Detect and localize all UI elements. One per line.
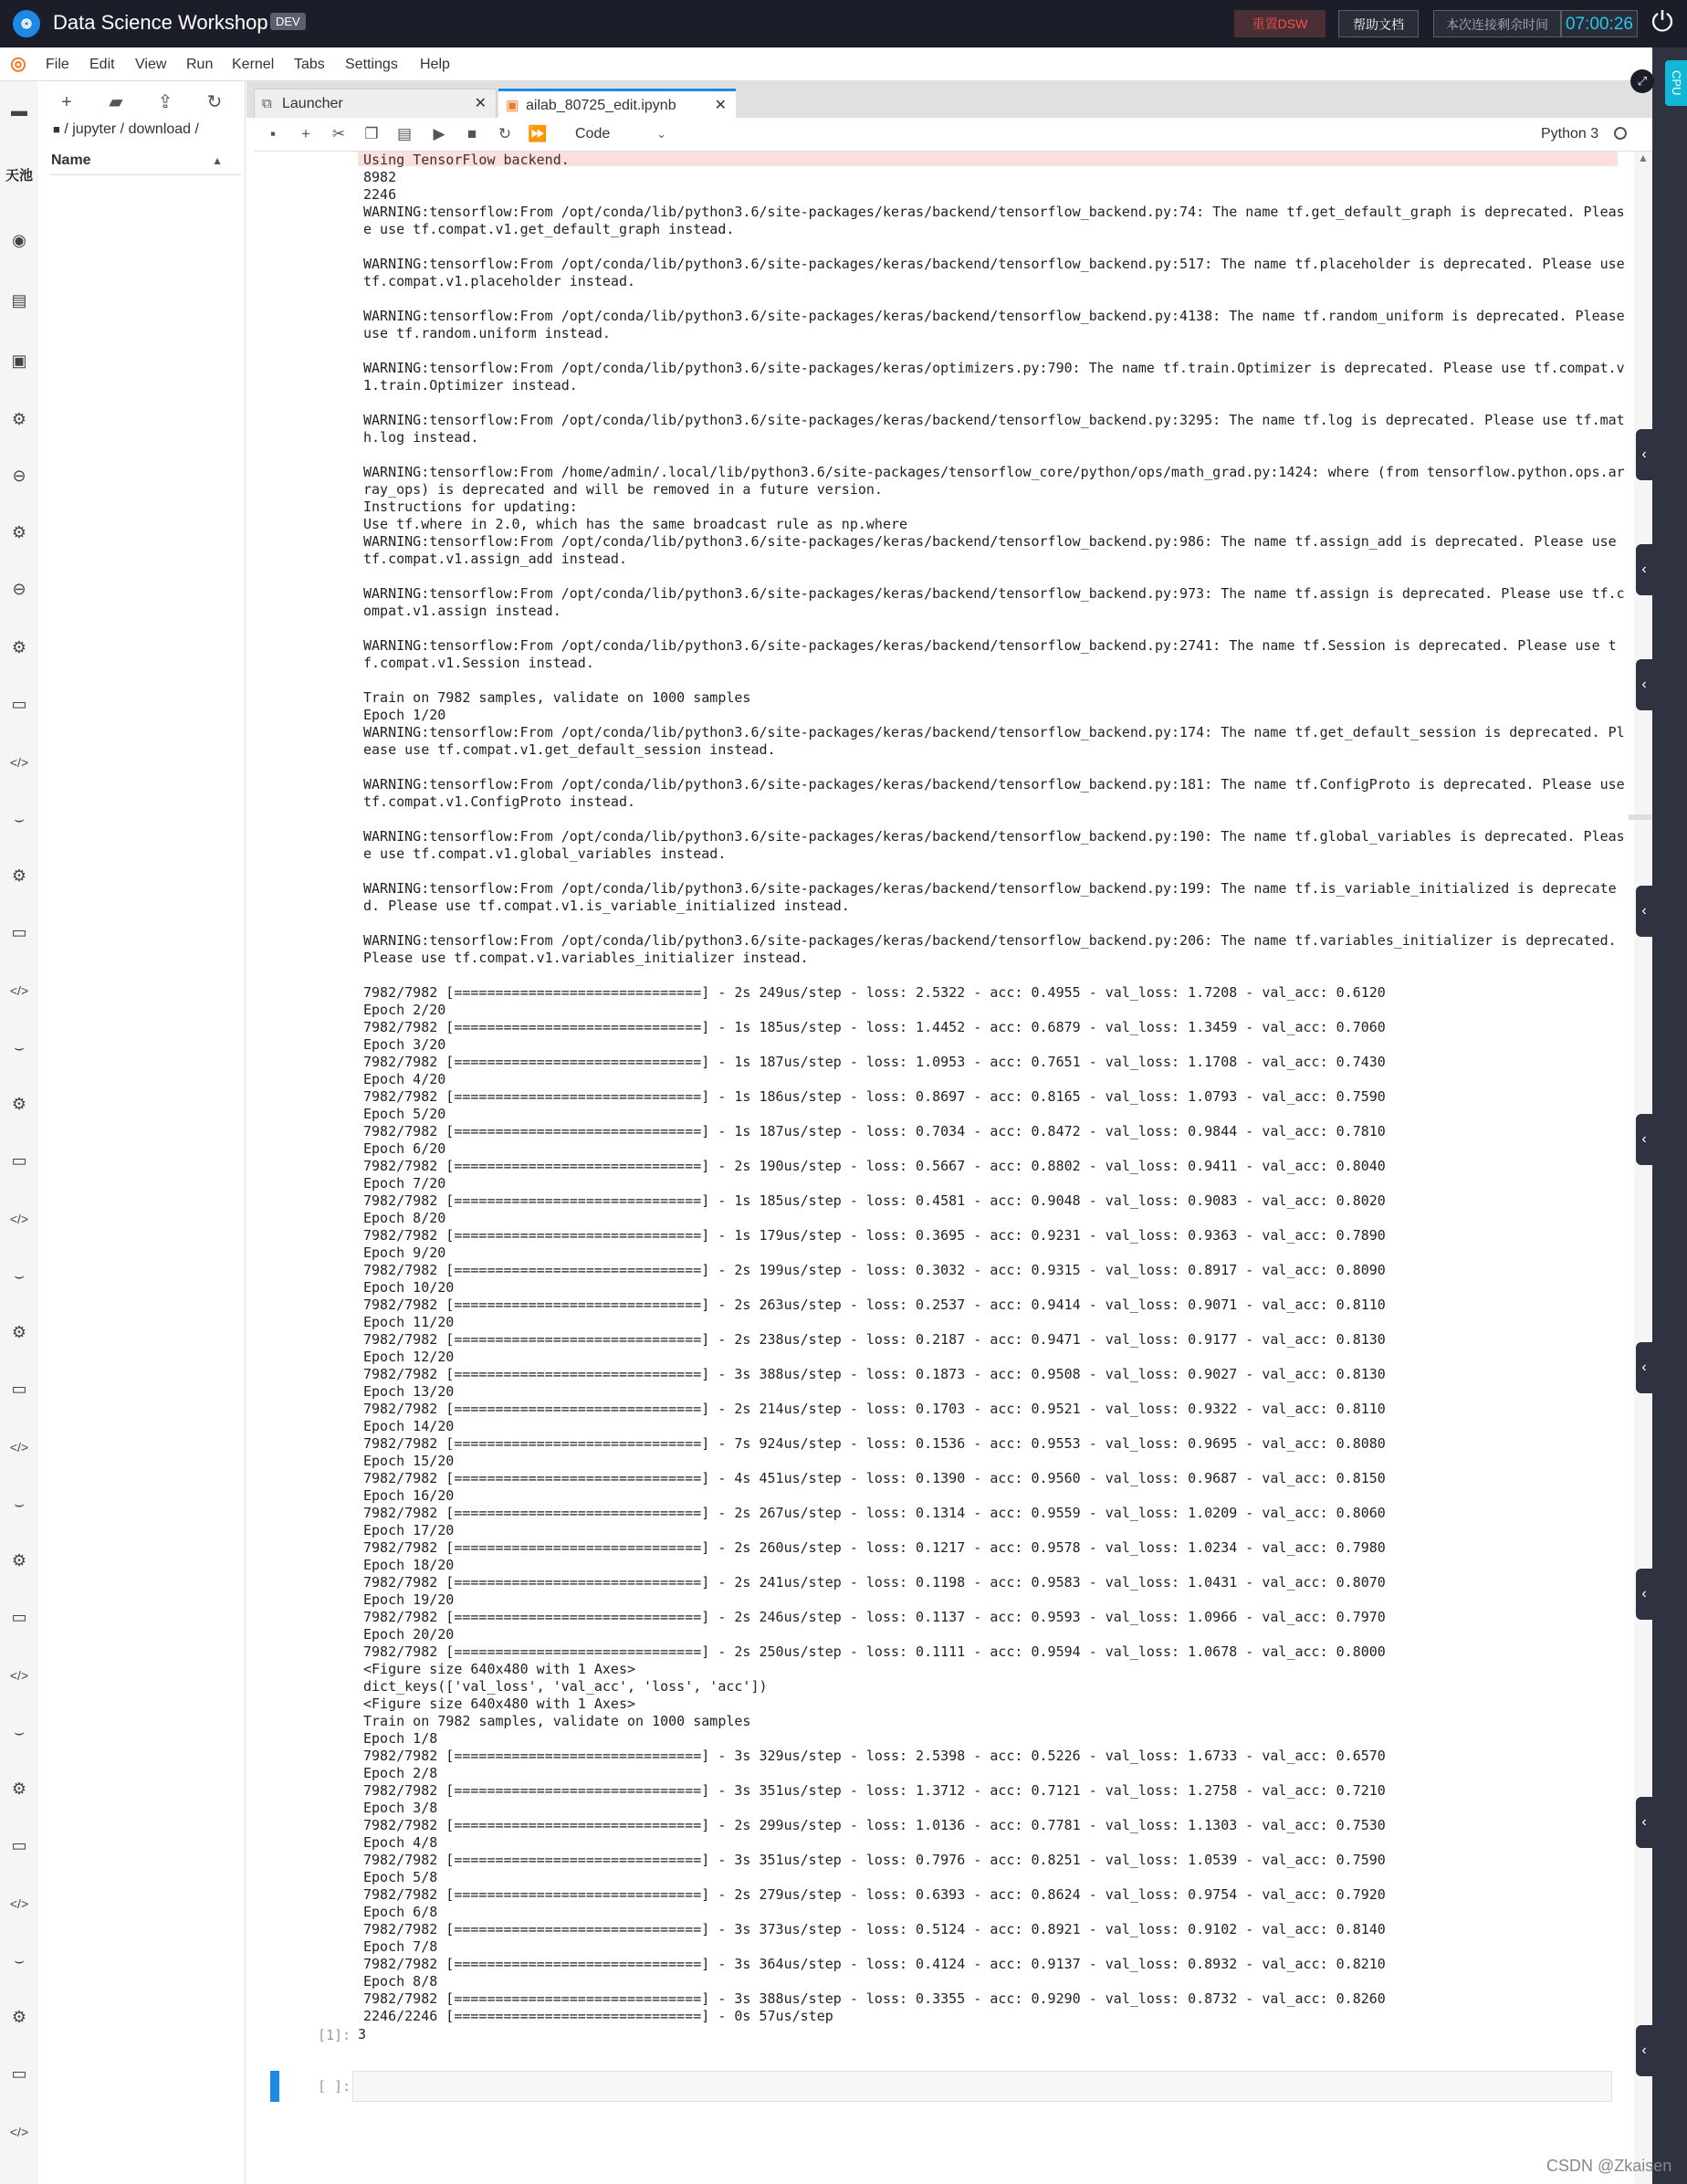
menu-bar <box>0 47 1652 81</box>
output-line: ray_ops) is deprecated and will be removed in a future version. <box>363 481 883 498</box>
output-line: Epoch 1/20 <box>363 707 446 723</box>
output-line: Epoch 20/20 <box>363 1626 455 1643</box>
output-line: 7982/7982 [==============================] - 3s 351us/step - loss: 0.7976 - acc: 0.8251 - val_loss: 1.0539 - val_acc: 0.7590 <box>363 1852 1386 1868</box>
expand-icon[interactable]: ⤢ <box>1630 69 1654 93</box>
output-line: 7982/7982 [==============================] - 2s 246us/step - loss: 0.1137 - acc: 0.9593 - val_loss: 1.0966 - val_acc: 0.7970 <box>363 1609 1386 1625</box>
output-line: 7982/7982 [==============================] - 2s 241us/step - loss: 0.1198 - acc: 0.9583 - val_loss: 1.0431 - val_acc: 0.8070 <box>363 1574 1386 1591</box>
output-line: 7982/7982 [==============================] - 1s 179us/step - loss: 0.3695 - acc: 0.9231 - val_loss: 0.9363 - val_acc: 0.7890 <box>363 1227 1386 1244</box>
output-line: WARNING:tensorflow:From /opt/conda/lib/python3.6/site-packages/keras/backend/tensorflow_backend.py:199: The name tf.is_variable_initialized is deprecate <box>363 880 1617 897</box>
commands-icon[interactable]: ▤ <box>11 291 27 310</box>
output-line: 7982/7982 [==============================] - 2s 299us/step - loss: 1.0136 - acc: 0.7781 - val_loss: 1.1303 - val_acc: 0.7530 <box>363 1817 1386 1833</box>
output-prompt: [1]: <box>318 2027 351 2043</box>
output-line: 8982 <box>363 169 397 185</box>
env-badge: DEV <box>270 13 306 30</box>
output-line: d. Please use tf.compat.v1.is_variable_initialized instead. <box>363 898 850 914</box>
minus-icon[interactable]: ⌣ <box>14 1266 25 1285</box>
output-line: Epoch 15/20 <box>363 1453 455 1469</box>
output-line: Epoch 5/8 <box>363 1869 438 1885</box>
output-line: 2246 <box>363 186 397 203</box>
code-icon[interactable]: </> <box>9 2125 29 2139</box>
output-line: WARNING:tensorflow:From /opt/conda/lib/python3.6/site-packages/keras/backend/tensorflow_backend.py:181: The name tf.ConfigProto is deprecated. Please use <box>363 776 1625 793</box>
collapse-icon[interactable]: ‹ <box>1636 1342 1652 1393</box>
output-line: 7982/7982 [==============================] - 1s 186us/step - loss: 0.8697 - acc: 0.8165 - val_loss: 1.0793 - val_acc: 0.7590 <box>363 1088 1386 1105</box>
sidebar-label-tianchi[interactable]: 天池 <box>5 168 34 184</box>
new-launcher-icon[interactable]: + <box>61 92 72 112</box>
gear-icon[interactable]: ⚙ <box>11 1095 27 1113</box>
gear-icon[interactable]: ⚙ <box>11 638 27 656</box>
minus-icon[interactable]: ⌣ <box>14 1038 25 1056</box>
output-line: Epoch 4/8 <box>363 1834 438 1851</box>
output-line: Epoch 3/20 <box>363 1036 446 1053</box>
activity-bar <box>0 81 39 2184</box>
gear-icon[interactable]: ⚙ <box>11 1323 27 1341</box>
output-line: WARNING:tensorflow:From /opt/conda/lib/python3.6/site-packages/keras/backend/tensorflow_backend.py:74: The name tf.get_default_graph is deprecated. Pleas <box>363 204 1625 220</box>
output-line: <Figure size 640x480 with 1 Axes> <box>363 1696 636 1712</box>
window-icon[interactable]: ▭ <box>11 1151 27 1170</box>
menu-run[interactable]: Run <box>186 57 214 72</box>
output-line: Epoch 7/8 <box>363 1938 438 1955</box>
output-line: 7982/7982 [==============================] - 1s 185us/step - loss: 1.4452 - acc: 0.6879 - val_loss: 1.3459 - val_acc: 0.7060 <box>363 1019 1386 1035</box>
menu-kernel[interactable]: Kernel <box>232 57 275 72</box>
output-line: e use tf.compat.v1.global_variables instead. <box>363 845 727 862</box>
code-icon[interactable]: </> <box>9 983 29 998</box>
output-line: WARNING:tensorflow:From /opt/conda/lib/python3.6/site-packages/keras/backend/tensorflow_backend.py:986: The name tf.assign_add is deprecated. Please use <box>363 533 1617 550</box>
top-bar <box>0 0 1687 47</box>
minus-icon[interactable]: ⌣ <box>14 1495 25 1513</box>
output-line: tf.compat.v1.placeholder instead. <box>363 273 636 289</box>
output-line: dict_keys(['val_loss', 'val_acc', 'loss', 'acc']) <box>363 1678 768 1695</box>
output-line: 7982/7982 [==============================] - 1s 187us/step - loss: 0.7034 - acc: 0.8472 - val_loss: 0.9844 - val_acc: 0.7810 <box>363 1123 1386 1139</box>
gear-icon[interactable]: ⚙ <box>11 1551 27 1570</box>
collapse-icon[interactable]: ‹ <box>1636 886 1652 937</box>
output-line: WARNING:tensorflow:From /opt/conda/lib/python3.6/site-packages/keras/backend/tensorflow_backend.py:4138: The name tf.random_uniform is deprecated. Please <box>363 308 1625 324</box>
notebook-icon: ▣ <box>506 98 519 113</box>
breadcrumb-path[interactable]: / jupyter / download / <box>64 121 199 137</box>
collapse-icon[interactable]: ‹ <box>1636 544 1652 595</box>
dsw-logo-icon: ❂ <box>13 10 40 37</box>
output-line: 7982/7982 [==============================] - 4s 451us/step - loss: 0.1390 - acc: 0.9560 - val_loss: 0.9687 - val_acc: 0.8150 <box>363 1470 1386 1486</box>
code-icon[interactable]: </> <box>9 1212 29 1226</box>
output-line: use tf.random.uniform instead. <box>363 325 611 341</box>
output-line: Using TensorFlow backend. <box>363 152 570 168</box>
tab-launcher[interactable] <box>254 89 497 118</box>
output-line: 7982/7982 [==============================] - 2s 250us/step - loss: 0.1111 - acc: 0.9594 - val_loss: 1.0678 - val_acc: 0.8000 <box>363 1643 1386 1660</box>
gear-icon[interactable]: ⚙ <box>11 866 27 885</box>
output-line: Epoch 1/8 <box>363 1730 438 1747</box>
restart-icon[interactable]: ↻ <box>498 125 512 142</box>
close-icon[interactable]: ✕ <box>714 98 727 113</box>
stop-icon[interactable]: ■ <box>466 125 477 142</box>
output-line: WARNING:tensorflow:From /opt/conda/lib/python3.6/site-packages/keras/backend/tensorflow_backend.py:973: The name tf.assign is deprecated. Please use tf.c <box>363 585 1625 602</box>
kernel-name[interactable]: Python 3 <box>1541 126 1599 142</box>
cpu-tab[interactable]: CPU <box>1665 60 1687 106</box>
notebook-toolbar <box>254 118 1652 152</box>
output-line: tf.compat.v1.ConfigProto instead. <box>363 793 636 810</box>
output-line: Epoch 14/20 <box>363 1418 455 1434</box>
sort-up-icon: ▲ <box>212 154 223 167</box>
add-cell-icon[interactable]: + <box>301 125 310 142</box>
output-line: Instructions for updating: <box>363 499 578 515</box>
output-line: Epoch 13/20 <box>363 1383 455 1400</box>
output-line: h.log instead. <box>363 429 479 446</box>
active-cell-marker <box>270 2071 279 2102</box>
window-icon[interactable]: ▭ <box>11 695 27 713</box>
window-icon[interactable]: ▭ <box>11 2064 27 2083</box>
tab-label: ailab_80725_edit.ipynb <box>526 98 676 113</box>
output-line: 7982/7982 [==============================] - 1s 185us/step - loss: 0.4581 - acc: 0.9048 - val_loss: 0.9083 - val_acc: 0.8020 <box>363 1192 1386 1209</box>
input-prompt: [ ]: <box>318 2078 351 2095</box>
code-icon[interactable]: </> <box>9 1668 29 1683</box>
cell-output <box>358 152 1625 2024</box>
fast-forward-icon[interactable]: ⏩ <box>528 125 548 142</box>
output-line: Epoch 7/20 <box>363 1175 446 1192</box>
app-title: Data Science Workshop <box>53 11 268 34</box>
output-line: Epoch 11/20 <box>363 1314 455 1330</box>
output-line: 7982/7982 [==============================] - 7s 924us/step - loss: 0.1536 - acc: 0.9553 - val_loss: 0.9695 - val_acc: 0.8080 <box>363 1435 1386 1452</box>
output-line: WARNING:tensorflow:From /opt/conda/lib/python3.6/site-packages/keras/backend/tensorflow_backend.py:174: The name tf.get_default_session is deprecated. Pl <box>363 724 1625 740</box>
kernel-status-icon <box>1614 127 1627 140</box>
running-icon[interactable]: ◉ <box>12 231 26 249</box>
window-icon[interactable]: ▭ <box>11 923 27 941</box>
output-line: WARNING:tensorflow:From /opt/conda/lib/python3.6/site-packages/keras/backend/tensorflow_backend.py:206: The name tf.variables_initializer is deprecated. <box>363 932 1617 949</box>
output-line: 7982/7982 [==============================] - 2s 190us/step - loss: 0.5667 - acc: 0.8802 - val_loss: 0.9411 - val_acc: 0.8040 <box>363 1158 1386 1174</box>
output-line: tf.compat.v1.assign_add instead. <box>363 551 627 567</box>
output-line: ompat.v1.assign instead. <box>363 603 561 619</box>
run-icon[interactable]: ▶ <box>433 125 445 142</box>
output-line: Epoch 6/8 <box>363 1904 438 1920</box>
output-line: Epoch 5/20 <box>363 1106 446 1122</box>
jupyter-logo-icon: ◎ <box>10 54 26 74</box>
copy-icon[interactable]: ❐ <box>364 125 379 142</box>
output-line: Epoch 2/8 <box>363 1765 438 1781</box>
output-line: 7982/7982 [==============================] - 3s 373us/step - loss: 0.5124 - acc: 0.8921 - val_loss: 0.9102 - val_acc: 0.8140 <box>363 1921 1386 1937</box>
window-icon[interactable]: ▭ <box>11 1380 27 1398</box>
output-line: WARNING:tensorflow:From /opt/conda/lib/python3.6/site-packages/keras/backend/tensorflow_backend.py:517: The name tf.placeholder is deprecated. Please use <box>363 256 1625 272</box>
output-line: Epoch 10/20 <box>363 1279 455 1296</box>
minus-icon[interactable]: ⌣ <box>14 810 25 828</box>
folder-icon: ■ <box>53 122 60 136</box>
name-column-label: Name <box>51 152 91 168</box>
output-line: 7982/7982 [==============================] - 2s 199us/step - loss: 0.3032 - acc: 0.9315 - val_loss: 0.8917 - val_acc: 0.8090 <box>363 1262 1386 1278</box>
output-line: WARNING:tensorflow:From /opt/conda/lib/python3.6/site-packages/keras/backend/tensorflow_backend.py:3295: The name tf.log is deprecated. Please use tf.mat <box>363 412 1625 428</box>
output-line: e use tf.compat.v1.get_default_graph instead. <box>363 221 735 237</box>
output-line: 7982/7982 [==============================] - 2s 214us/step - loss: 0.1703 - acc: 0.9521 - val_loss: 0.9322 - val_acc: 0.8110 <box>363 1401 1386 1417</box>
output-line: 7982/7982 [==============================] - 3s 329us/step - loss: 2.5398 - acc: 0.5226 - val_loss: 1.6733 - val_acc: 0.6570 <box>363 1748 1386 1764</box>
output-line: Epoch 8/8 <box>363 1973 438 1990</box>
output-line: ease use tf.compat.v1.get_default_session instead. <box>363 741 776 758</box>
launcher-icon: ⧉ <box>262 96 272 111</box>
window-icon[interactable]: ▭ <box>11 1608 27 1626</box>
output-line: Epoch 18/20 <box>363 1557 455 1573</box>
output-line: 1.train.Optimizer instead. <box>363 377 578 394</box>
collapse-icon[interactable]: ‹ <box>1636 1797 1652 1848</box>
watermark: CSDN @Zkaisen <box>1546 2157 1672 2175</box>
output-line: WARNING:tensorflow:From /opt/conda/lib/python3.6/site-packages/keras/backend/tensorflow_backend.py:2741: The name tf.Session is deprecated. Please use t <box>363 637 1617 654</box>
output-line: <Figure size 640x480 with 1 Axes> <box>363 1661 636 1677</box>
cell-type-value: Code <box>575 126 611 142</box>
collapse-icon[interactable]: ‹ <box>1636 659 1652 710</box>
output-line: 7982/7982 [==============================] - 3s 351us/step - loss: 1.3712 - acc: 0.7121 - val_loss: 1.2758 - val_acc: 0.7210 <box>363 1782 1386 1799</box>
tabs-icon[interactable]: ▣ <box>11 352 27 370</box>
notebook-content <box>254 152 1632 2184</box>
output-line: 2246/2246 [==============================] - 0s 57us/step <box>363 2008 833 2024</box>
output-line: 7982/7982 [==============================] - 2s 260us/step - loss: 0.1217 - acc: 0.9578 - val_loss: 1.0234 - val_acc: 0.7980 <box>363 1539 1386 1556</box>
output-line: Epoch 17/20 <box>363 1522 455 1538</box>
link-icon[interactable]: ⊖ <box>12 580 26 598</box>
remaining-time-value: 07:00:26 <box>1561 10 1638 37</box>
new-folder-icon[interactable]: ▰ <box>109 92 123 112</box>
breadcrumb[interactable] <box>53 121 199 138</box>
gear-icon[interactable]: ⚙ <box>11 2008 27 2026</box>
output-line: 7982/7982 [==============================] - 2s 263us/step - loss: 0.2537 - acc: 0.9414 - val_loss: 0.9071 - val_acc: 0.8110 <box>363 1297 1386 1313</box>
output-line: Train on 7982 samples, validate on 1000 samples <box>363 1713 751 1729</box>
close-icon[interactable]: ✕ <box>474 96 487 111</box>
output-line: 7982/7982 [==============================] - 2s 267us/step - loss: 0.1314 - acc: 0.9559 - val_loss: 1.0209 - val_acc: 0.8060 <box>363 1505 1386 1521</box>
collapse-icon[interactable]: ‹ <box>1636 1569 1652 1620</box>
output-line: Epoch 4/20 <box>363 1071 446 1087</box>
file-browser <box>38 81 246 2184</box>
scroll-thumb[interactable] <box>1629 814 1652 820</box>
output-line: Epoch 16/20 <box>363 1487 455 1504</box>
chevron-down-icon: ⌄ <box>656 127 666 141</box>
save-icon[interactable]: ▪ <box>269 125 277 142</box>
output-line: 7982/7982 [==============================] - 2s 238us/step - loss: 0.2187 - acc: 0.9471 - val_loss: 0.9177 - val_acc: 0.8130 <box>363 1331 1386 1348</box>
output-line: Epoch 8/20 <box>363 1210 446 1226</box>
tab-bar <box>246 81 1652 118</box>
output-line: f.compat.v1.Session instead. <box>363 655 594 671</box>
output-line: 7982/7982 [==============================] - 2s 249us/step - loss: 2.5322 - acc: 0.4955 - val_loss: 1.7208 - val_acc: 0.6120 <box>363 984 1386 1001</box>
upload-icon[interactable]: ⇪ <box>157 92 173 112</box>
help-docs-button[interactable]: 帮助文档 <box>1338 10 1419 37</box>
tab-notebook[interactable] <box>498 89 736 118</box>
tab-label: Launcher <box>282 96 343 111</box>
code-icon[interactable]: </> <box>9 1440 29 1454</box>
code-icon[interactable]: </> <box>9 755 29 770</box>
output-line: 7982/7982 [==============================] - 3s 388us/step - loss: 0.1873 - acc: 0.9508 - val_loss: 0.9027 - val_acc: 0.8130 <box>363 1366 1386 1382</box>
output-line: Epoch 12/20 <box>363 1349 455 1365</box>
menu-edit[interactable]: Edit <box>89 57 115 72</box>
folder-icon[interactable]: ▬ <box>11 101 27 120</box>
cut-icon[interactable]: ✂ <box>331 125 346 142</box>
output-line: WARNING:tensorflow:From /opt/conda/lib/python3.6/site-packages/keras/backend/tensorflow_backend.py:190: The name tf.global_variables is deprecated. Pleas <box>363 828 1625 845</box>
name-column-header[interactable] <box>49 147 241 175</box>
remaining-time-label: 本次连接剩余时间 <box>1433 10 1561 37</box>
cell-type-select[interactable] <box>575 123 670 145</box>
link-icon[interactable]: ⊖ <box>12 467 26 485</box>
gear-icon[interactable]: ⚙ <box>11 410 27 428</box>
output-line: Epoch 2/20 <box>363 1002 446 1018</box>
output-line: 7982/7982 [==============================] - 1s 187us/step - loss: 1.0953 - acc: 0.7651 - val_loss: 1.1708 - val_acc: 0.7430 <box>363 1054 1386 1070</box>
reset-dsw-button[interactable]: 重置DSW <box>1234 10 1326 37</box>
paste-icon[interactable]: ▤ <box>396 125 413 142</box>
scroll-up-icon[interactable]: ▲ <box>1638 152 1649 164</box>
menu-file[interactable]: File <box>46 57 69 72</box>
refresh-icon[interactable]: ↻ <box>206 92 223 112</box>
collapse-icon[interactable]: ‹ <box>1636 2025 1652 2076</box>
output-line: Train on 7982 samples, validate on 1000 samples <box>363 689 751 706</box>
menu-settings[interactable]: Settings <box>345 57 398 72</box>
output-line: Epoch 9/20 <box>363 1244 446 1261</box>
output-line: Epoch 6/20 <box>363 1140 446 1157</box>
output-line: Epoch 3/8 <box>363 1800 438 1816</box>
output-line: Use tf.where in 2.0, which has the same broadcast rule as np.where <box>363 516 908 532</box>
output-line: WARNING:tensorflow:From /opt/conda/lib/python3.6/site-packages/keras/optimizers.py:790: The name tf.train.Optimizer is deprecated. Please use tf.compat.v <box>363 360 1625 376</box>
output-line: WARNING:tensorflow:From /home/admin/.local/lib/python3.6/site-packages/tensorflow_core/python/ops/math_grad.py:1424: where (from tensorflow.python.ops.ar <box>363 464 1625 480</box>
collapse-icon[interactable]: ‹ <box>1636 1114 1652 1165</box>
output-line: Please use tf.compat.v1.variables_initializer instead. <box>363 950 809 966</box>
window-icon[interactable]: ▭ <box>11 1836 27 1854</box>
menu-help[interactable]: Help <box>420 57 450 72</box>
menu-view[interactable]: View <box>135 57 167 72</box>
minus-icon[interactable]: ⌣ <box>14 1723 25 1741</box>
output-line: 7982/7982 [==============================] - 2s 279us/step - loss: 0.6393 - acc: 0.8624 - val_loss: 0.9754 - val_acc: 0.7920 <box>363 1886 1386 1903</box>
gear-icon[interactable]: ⚙ <box>11 1780 27 1798</box>
output-line: Epoch 19/20 <box>363 1591 455 1608</box>
minus-icon[interactable]: ⌣ <box>14 1951 25 1969</box>
output-line: 7982/7982 [==============================] - 3s 388us/step - loss: 0.3355 - acc: 0.9290 - val_loss: 0.8732 - val_acc: 0.8260 <box>363 1990 1386 2007</box>
output-line: 7982/7982 [==============================] - 3s 364us/step - loss: 0.4124 - acc: 0.9137 - val_loss: 0.8932 - val_acc: 0.8210 <box>363 1956 1386 1972</box>
menu-tabs[interactable]: Tabs <box>294 57 325 72</box>
gear-icon[interactable]: ⚙ <box>11 523 27 541</box>
right-panel-rail <box>1652 47 1687 2184</box>
code-icon[interactable]: </> <box>9 1896 29 1911</box>
result-value: 3 <box>358 2026 367 2042</box>
power-icon[interactable]: ⏻ <box>1651 7 1673 37</box>
code-input[interactable] <box>352 2071 1612 2102</box>
collapse-icon[interactable]: ‹ <box>1636 429 1652 480</box>
